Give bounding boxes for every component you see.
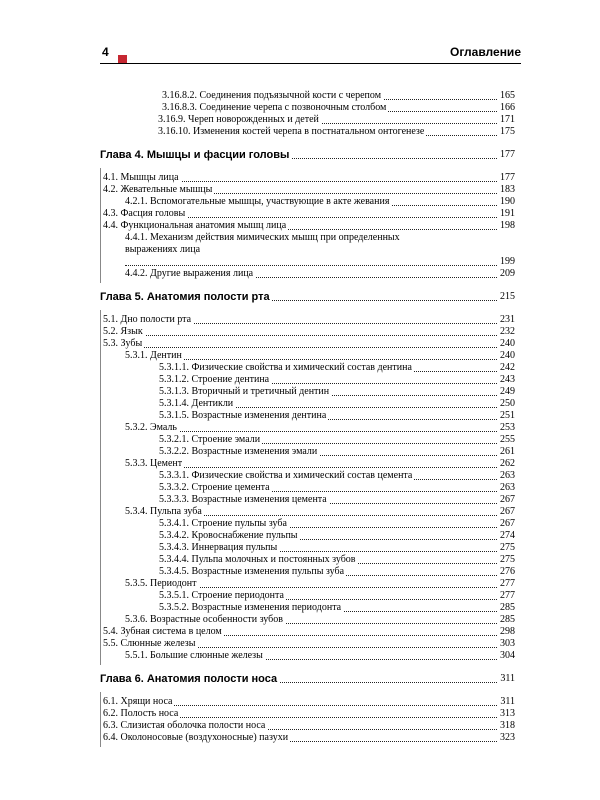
header-rule <box>100 63 521 64</box>
toc-entry-title: 5.3.1.1. Физические свойства и химический состав дентина <box>159 362 412 373</box>
toc-entry-page: 267 <box>500 506 515 517</box>
chapter-heading <box>100 289 521 305</box>
toc-entry-page: 263 <box>500 470 515 481</box>
toc-entry[interactable] <box>103 638 515 650</box>
toc-chapter-entry[interactable] <box>100 671 515 687</box>
toc-entry[interactable] <box>158 126 515 138</box>
toc-entry[interactable] <box>103 708 515 720</box>
header-accent-mark <box>118 55 127 63</box>
dot-leader <box>125 431 515 432</box>
toc-entry-title: 5.3.4.2. Кровоснабжение пульпы <box>159 530 298 541</box>
toc-entry[interactable] <box>125 458 515 470</box>
toc-entry[interactable] <box>103 208 515 220</box>
toc-entry-page: 242 <box>500 362 515 373</box>
toc-entry-title: 4.4. Функциональная анатомия мышц лица <box>103 220 287 231</box>
toc-entry-title: Глава 6. Анатомия полости носа <box>100 673 278 685</box>
toc-entry-page: 277 <box>500 590 515 601</box>
toc-entry-page: 191 <box>500 208 515 219</box>
toc-entry-page: 215 <box>498 289 515 305</box>
dot-leader <box>103 347 515 348</box>
dot-leader <box>103 335 515 336</box>
dot-leader <box>125 265 515 266</box>
toc-entry[interactable] <box>103 696 515 708</box>
toc-section-group <box>100 692 521 747</box>
toc-entry-title: Глава 4. Мышцы и фасции головы <box>100 149 290 161</box>
toc-entry[interactable] <box>158 114 515 126</box>
toc-entry[interactable] <box>103 220 515 232</box>
toc-entry[interactable] <box>159 446 515 458</box>
toc-entry[interactable] <box>159 482 515 494</box>
toc-entry-page: 231 <box>500 314 515 325</box>
toc-entry-title: 4.4.2. Другие выражения лица <box>125 268 254 279</box>
toc-entry[interactable] <box>125 650 515 662</box>
toc-entry[interactable] <box>159 590 515 602</box>
toc-entry[interactable] <box>159 494 515 506</box>
toc-entry-title: 5.5.1. Большие слюнные железы <box>125 650 263 661</box>
toc-entry-page: 304 <box>500 650 515 661</box>
chapter-heading <box>100 671 521 687</box>
toc-entry-page: 175 <box>500 126 515 137</box>
toc-entry-title: 3.16.9. Череп новорожденных и детей <box>158 114 319 125</box>
toc-entry[interactable] <box>125 614 515 626</box>
toc-entry[interactable] <box>159 374 515 386</box>
toc-entry[interactable] <box>159 362 515 374</box>
toc-entry-page: 253 <box>500 422 515 433</box>
toc-entry[interactable] <box>159 542 515 554</box>
toc-entry-title: 6.4. Околоносовые (воздухоносные) пазухи <box>103 732 289 743</box>
toc-entry-page: 313 <box>500 708 515 719</box>
toc-entry-page: 255 <box>500 434 515 445</box>
toc-entry-title: 5.3.4.3. Иннервация пульпы <box>159 542 278 553</box>
toc-entry[interactable] <box>103 338 515 350</box>
toc-entry-page: 274 <box>500 530 515 541</box>
toc-entry-page: 298 <box>500 626 515 637</box>
toc-entry-page: 275 <box>500 542 515 553</box>
toc-entry-page: 165 <box>500 90 515 101</box>
toc-entry[interactable] <box>162 102 515 114</box>
toc-entry-title: 5.3.1.2. Строение дентина <box>159 374 270 385</box>
toc-entry-title: 5.3.3. Цемент <box>125 458 183 469</box>
section-title: Оглавление <box>450 45 521 59</box>
toc-entry-page: 323 <box>500 732 515 743</box>
toc-entry[interactable] <box>103 626 515 638</box>
toc-entry-page: 275 <box>500 554 515 565</box>
toc-entry-page: 303 <box>500 638 515 649</box>
toc-entry[interactable] <box>159 566 515 578</box>
toc-entry-page: 276 <box>500 566 515 577</box>
toc-entry-page: 249 <box>500 386 515 397</box>
toc-entry-title: 5.3.5. Периодонт <box>125 578 197 589</box>
toc-entry-page: 240 <box>500 338 515 349</box>
toc-entry-title: 3.16.8.2. Соединения подъязычной кости с черепом <box>162 90 382 101</box>
toc-entry-page: 285 <box>500 614 515 625</box>
toc-entry-title: 5.3.3.2. Строение цемента <box>159 482 270 493</box>
table-of-contents <box>100 90 521 747</box>
toc-entry-page: 177 <box>498 147 515 163</box>
toc-entry-title: 5.1. Дно полости рта <box>103 314 192 325</box>
toc-entry[interactable] <box>159 386 515 398</box>
toc-entry-page: 199 <box>500 256 515 267</box>
toc-entry[interactable] <box>125 232 515 268</box>
toc-entry[interactable] <box>125 268 515 280</box>
toc-entry[interactable] <box>159 518 515 530</box>
toc-entry-page: 243 <box>500 374 515 385</box>
toc-entry-page: 262 <box>500 458 515 469</box>
toc-entry-title: 5.4. Зубная система в целом <box>103 626 222 637</box>
toc-entry-page: 285 <box>500 602 515 613</box>
chapter-heading <box>100 147 521 163</box>
toc-entry-title: 5.3.1.4. Дентикли <box>159 398 234 409</box>
toc-entry-title: 4.3. Фасция головы <box>103 208 186 219</box>
toc-section-group <box>100 168 521 283</box>
toc-entry-title: 6.1. Хрящи носа <box>103 696 173 707</box>
toc-entry-title: 3.16.10. Изменения костей черепа в постнатальном онтогенезе <box>158 126 425 137</box>
toc-entry[interactable] <box>125 578 515 590</box>
toc-entry-page: 251 <box>500 410 515 421</box>
toc-entry-page: 166 <box>500 102 515 113</box>
toc-entry[interactable] <box>125 196 515 208</box>
toc-entry-page: 267 <box>500 494 515 505</box>
toc-entry-page: 183 <box>500 184 515 195</box>
toc-entry-title: 5.3.6. Возрастные особенности зубов <box>125 614 283 625</box>
toc-entry-title: 5.3. Зубы <box>103 338 143 349</box>
toc-entry[interactable] <box>159 434 515 446</box>
toc-entry-page: 209 <box>500 268 515 279</box>
toc-entry[interactable] <box>159 602 515 614</box>
toc-entry-title: 5.3.2.1. Строение эмали <box>159 434 261 445</box>
toc-entry-title: Глава 5. Анатомия полости рта <box>100 291 270 303</box>
toc-entry-page: 198 <box>500 220 515 231</box>
toc-entry-title: 5.3.1.3. Вторичный и третичный дентин <box>159 386 330 397</box>
toc-entry-title: 5.3.5.2. Возрастные изменения периодонта <box>159 602 342 613</box>
toc-entry-page: 177 <box>500 172 515 183</box>
toc-entry-title: 5.3.1. Дентин <box>125 350 182 361</box>
toc-entry-page: 263 <box>500 482 515 493</box>
toc-entry-page: 318 <box>500 720 515 731</box>
toc-chapter-entry[interactable] <box>100 289 515 305</box>
toc-entry-title: 4.1. Мышцы лица <box>103 172 179 183</box>
toc-entry-title: 5.3.2. Эмаль <box>125 422 177 433</box>
toc-entry[interactable] <box>159 398 515 410</box>
toc-entry-title: 5.3.1.5. Возрастные изменения дентина <box>159 410 327 421</box>
toc-entry-title: 4.4.1. Механизм действия мимических мышц при определенных выражениях лица <box>125 232 427 256</box>
toc-entry[interactable] <box>103 720 515 732</box>
toc-entry-page: 261 <box>500 446 515 457</box>
toc-entry-page: 240 <box>500 350 515 361</box>
toc-entry-title: 5.3.2.2. Возрастные изменения эмали <box>159 446 318 457</box>
toc-entry-page: 250 <box>500 398 515 409</box>
toc-entry-title: 5.3.4. Пульпа зуба <box>125 506 202 517</box>
toc-entry[interactable] <box>125 350 515 362</box>
toc-entry-page: 311 <box>498 671 515 687</box>
toc-entry-page: 267 <box>500 518 515 529</box>
toc-entry-title: 5.2. Язык <box>103 326 143 337</box>
toc-entry-title: 5.5. Слюнные железы <box>103 638 196 649</box>
toc-entry[interactable] <box>125 506 515 518</box>
toc-section-group <box>100 90 521 141</box>
toc-entry-title: 5.3.4.4. Пульпа молочных и постоянных зубов <box>159 554 356 565</box>
toc-entry[interactable] <box>159 530 515 542</box>
toc-entry-page: 232 <box>500 326 515 337</box>
toc-entry[interactable] <box>125 422 515 434</box>
toc-entry[interactable] <box>103 184 515 196</box>
toc-entry[interactable] <box>159 470 515 482</box>
toc-entry[interactable] <box>162 90 515 102</box>
toc-entry-title: 3.16.8.3. Соединение черепа с позвоночным столбом <box>162 102 387 113</box>
toc-entry-title: 5.3.4.1. Строение пульпы зуба <box>159 518 287 529</box>
toc-entry[interactable] <box>103 326 515 338</box>
toc-entry[interactable] <box>159 554 515 566</box>
toc-entry-title: 6.3. Слизистая оболочка полости носа <box>103 720 266 731</box>
toc-chapter-entry[interactable] <box>100 147 515 163</box>
toc-entry-title: 5.3.4.5. Возрастные изменения пульпы зуба <box>159 566 345 577</box>
toc-entry-title: 5.3.5.1. Строение периодонта <box>159 590 284 601</box>
page-number: 4 <box>102 45 109 59</box>
toc-entry-title: 6.2. Полость носа <box>103 708 179 719</box>
toc-entry[interactable] <box>103 172 515 184</box>
toc-entry-title: 4.2. Жевательные мышцы <box>103 184 213 195</box>
toc-entry-title: 5.3.3.1. Физические свойства и химический состав цемента <box>159 470 413 481</box>
toc-entry-page: 277 <box>500 578 515 589</box>
toc-entry[interactable] <box>103 314 515 326</box>
toc-entry-page: 190 <box>500 196 515 207</box>
toc-entry[interactable] <box>103 732 515 744</box>
toc-entry-title: 4.2.1. Вспомогательные мышцы, участвующие в акте жевания <box>125 196 390 207</box>
toc-entry-page: 171 <box>500 114 515 125</box>
toc-entry[interactable] <box>159 410 515 422</box>
toc-section-group <box>100 310 521 665</box>
toc-entry-page: 311 <box>500 696 515 707</box>
toc-entry-title: 5.3.3.3. Возрастные изменения цемента <box>159 494 327 505</box>
